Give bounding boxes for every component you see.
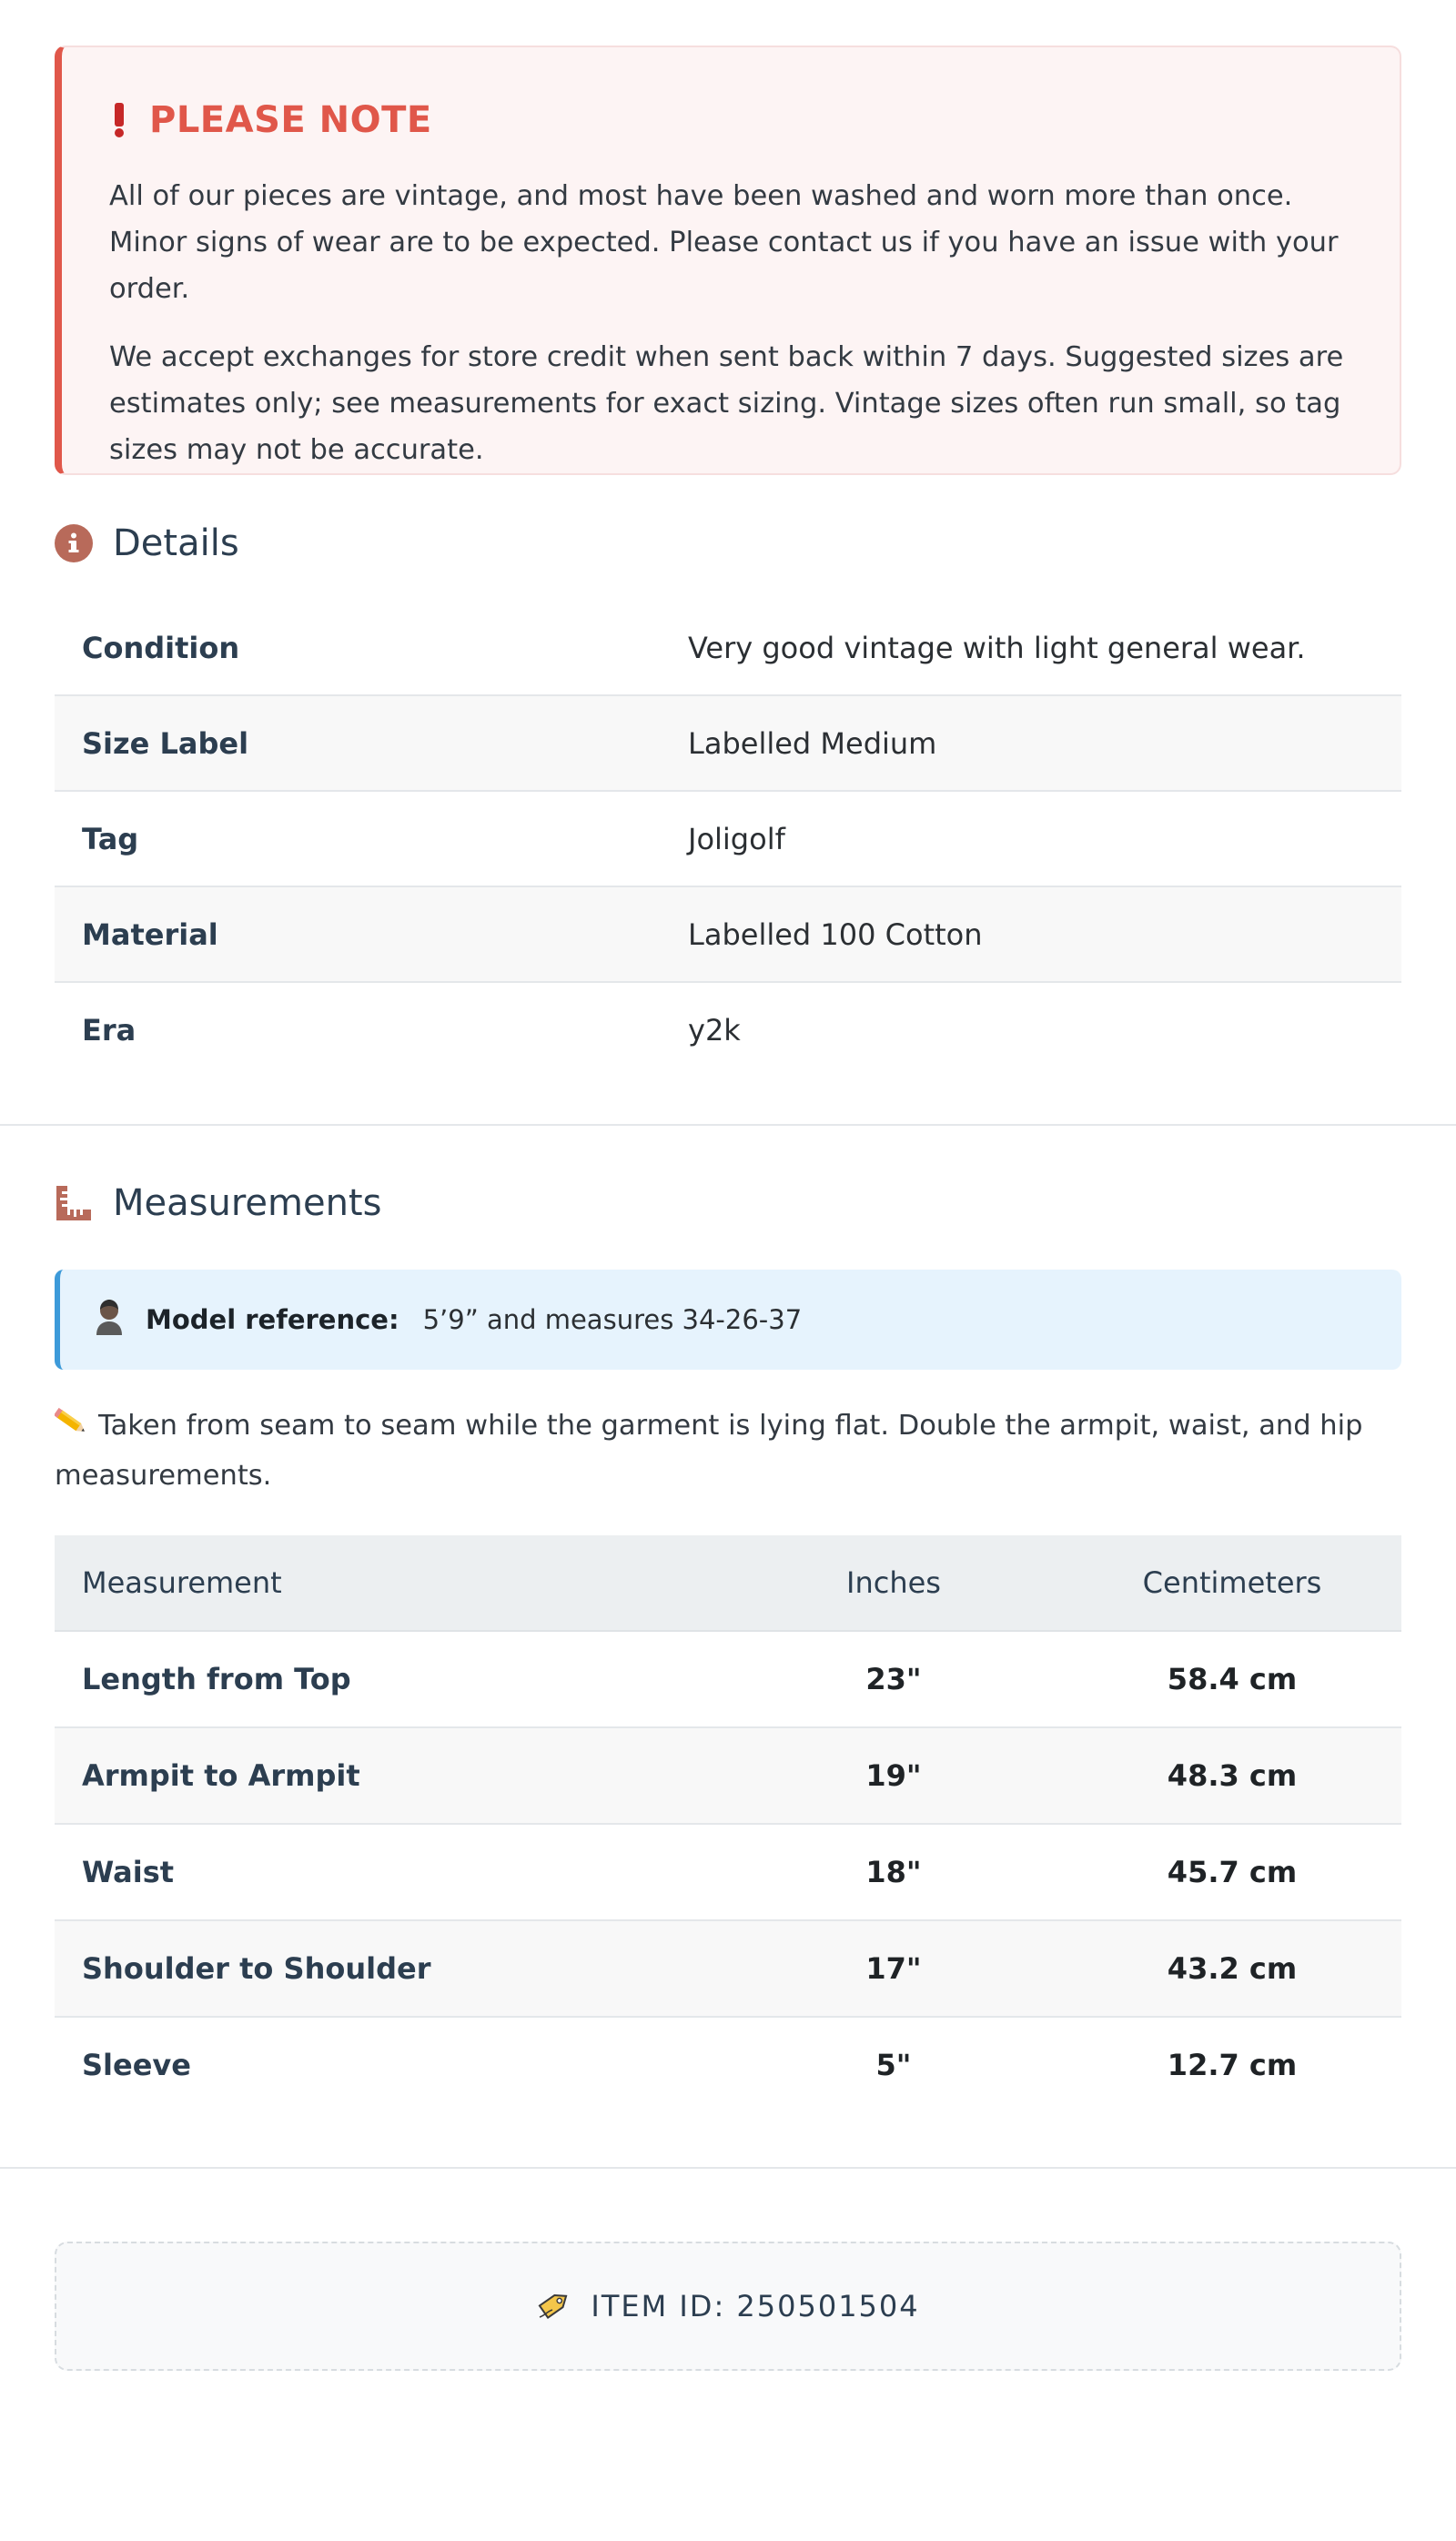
details-row [55, 982, 1401, 1077]
section-divider [0, 2167, 1456, 2169]
column-header-inches: Inches [724, 1535, 1063, 1631]
details-row-value: Labelled 100 Cotton [661, 886, 1401, 982]
details-row-label: Size Label [55, 695, 661, 791]
measurement-cm: 48.3 cm [1063, 1727, 1401, 1824]
info-icon [55, 524, 93, 562]
measurement-name: Sleeve [82, 2048, 191, 2082]
details-section [55, 522, 1401, 1077]
table-row [55, 1631, 1401, 1727]
pencil-icon [55, 1406, 89, 1453]
table-row [55, 1920, 1401, 2017]
measurement-name: Length from Top [55, 1631, 724, 1727]
measurement-name: Shoulder to Shoulder [55, 1920, 724, 2017]
column-header-centimeters: Centimeters [1063, 1535, 1401, 1631]
details-row [55, 695, 1401, 791]
details-row-value: Joligolf [661, 791, 1401, 886]
item-id-label: ITEM ID: 250501504 [591, 2289, 920, 2323]
item-id-box [55, 2242, 1401, 2371]
measurements-title: Measurements [113, 1182, 382, 1224]
measurement-name: Waist [55, 1824, 724, 1920]
table-row [55, 1824, 1401, 1920]
details-row-label: Tag [55, 791, 661, 886]
model-reference-box [55, 1270, 1401, 1370]
measurement-inches: 5" [875, 2048, 912, 2082]
details-row [55, 791, 1401, 886]
details-row [55, 601, 1401, 695]
details-row-value: Very good vintage with light general wear. [661, 601, 1401, 695]
table-row [55, 1727, 1401, 1824]
measurement-cm: 58.4 cm [1063, 1631, 1401, 1727]
details-row-value: Labelled Medium [661, 695, 1401, 791]
measurement-cm: 43.2 cm [1063, 1920, 1401, 2017]
measurement-name: Armpit to Armpit [55, 1727, 724, 1824]
exclamation-icon [109, 103, 129, 137]
measurement-instructions-text: Taken from seam to seam while the garment is lying flat. Double the armpit, waist, and hip measurements. [55, 1410, 1363, 1492]
details-table [55, 601, 1401, 1077]
notice-header [109, 99, 1352, 141]
details-row-label: Condition [55, 601, 661, 695]
measurement-inches: 23" [724, 1631, 1063, 1727]
measurement-instructions [55, 1402, 1401, 1499]
tag-icon [536, 2286, 572, 2326]
ruler-icon [55, 1184, 93, 1222]
details-row-value: y2k [688, 1012, 741, 1048]
details-row-label: Material [55, 886, 661, 982]
measurement-cm: 12.7 cm [1167, 2048, 1298, 2082]
notice-title: PLEASE NOTE [149, 99, 432, 141]
person-icon [93, 1299, 126, 1341]
details-header [55, 522, 1401, 564]
measurement-inches: 19" [724, 1727, 1063, 1824]
section-divider [0, 1124, 1456, 1126]
model-reference-label: Model reference: [146, 1304, 399, 1335]
details-row [55, 886, 1401, 982]
table-row [55, 2017, 1401, 2112]
measurement-cm: 45.7 cm [1063, 1824, 1401, 1920]
details-title: Details [113, 522, 239, 564]
measurements-header [55, 1182, 1401, 1224]
column-header-measurement: Measurement [55, 1535, 724, 1631]
notice-paragraph-1: All of our pieces are vintage, and most have been washed and worn more than once. Minor signs of wear are to be expected. Please contact us if you have an issue with your order. [109, 180, 1339, 305]
measurement-inches: 17" [724, 1920, 1063, 2017]
measurement-inches: 18" [724, 1824, 1063, 1920]
measurements-table [55, 1535, 1401, 2112]
measurements-header-row [55, 1535, 1401, 1631]
details-row-label: Era [82, 1012, 136, 1048]
notice-box [55, 46, 1401, 475]
notice-paragraph-2: We accept exchanges for store credit when sent back within 7 days. Suggested sizes are estimates only; see measurements for exact sizing. Vintage sizes often run small, so tag sizes may not be accurate. [109, 341, 1344, 466]
measurements-section [55, 1182, 1401, 2112]
model-reference-value: 5’9” and measures 34-26-37 [422, 1304, 803, 1335]
